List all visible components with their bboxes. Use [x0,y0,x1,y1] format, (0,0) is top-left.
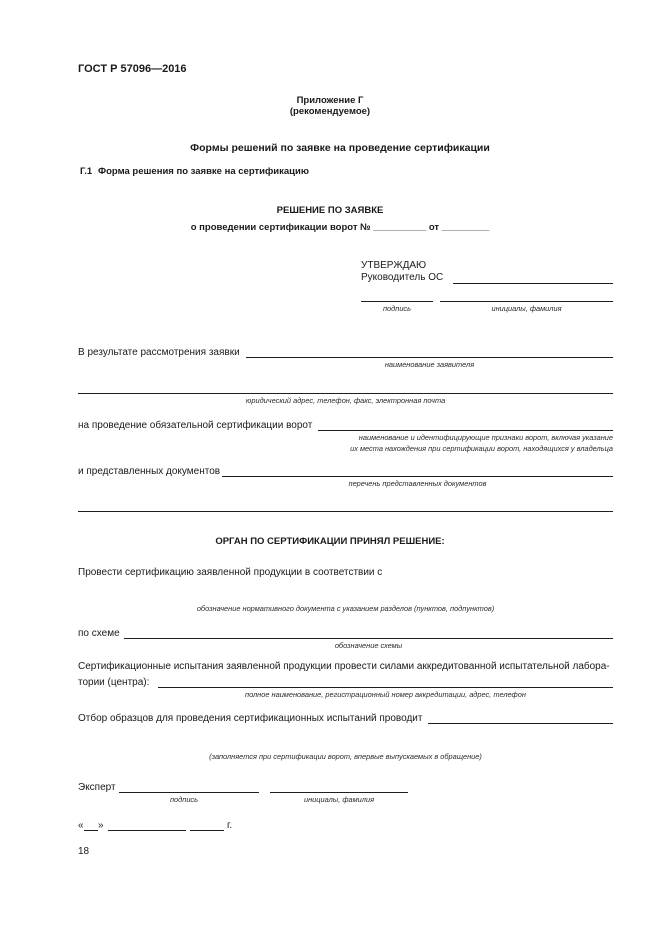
subsection-number: Г.1 [80,166,93,177]
review-label: В результате рассмотрения заявки [78,347,240,358]
mandatory-label: на проведение обязательной сертификации ворот [78,420,313,431]
document-code: ГОСТ Р 57096—2016 [78,63,187,75]
lab-caption: полное наименование, регистрационный номер аккредитации, адрес, телефон [245,690,526,699]
gate-line[interactable] [318,430,613,431]
head-signature-line[interactable] [361,301,433,302]
decision-title: РЕШЕНИЕ ПО ЗАЯВКЕ [276,205,384,216]
scheme-caption: обозначение схемы [334,641,403,650]
gate-caption-2: их места нахождения при сертификации ворот, находящихся у владельца [350,444,613,453]
date-year-suffix: г. [227,820,233,831]
conduct-text: Провести сертификацию заявленной продукции в соответствии с [78,567,383,578]
expert-signature-line[interactable] [119,792,259,793]
head-name-line[interactable] [453,283,613,284]
expert-initials-line[interactable] [270,792,408,793]
section-title: Формы решений по заявке на проведение сертификации [190,142,490,154]
approve-label: УТВЕРЖДАЮ [361,260,427,271]
tests-text-line-1: Сертификационные испытания заявленной продукции провести силами аккредитованной испытательной лабора- [78,661,610,672]
expert-initials-caption: инициалы, фамилия [303,795,375,804]
page-number: 18 [78,846,90,857]
head-initials-line[interactable] [440,301,613,302]
appendix-title: Приложение Г [296,95,364,106]
tests-text-line-2: тории (центра): [78,677,150,688]
documents-label: и представленных документов [78,466,221,477]
date-day-line[interactable] [84,830,98,831]
gate-caption-1: наименование и идентифицирующие признаки ворот, включая указание [358,433,613,442]
sampling-line[interactable] [428,723,613,724]
appendix-status: (рекомендуемое) [289,106,371,117]
scheme-line[interactable] [124,638,613,639]
subsection-title: Форма решения по заявке на сертификацию [98,166,309,177]
sampling-label: Отбор образцов для проведения сертификационных испытаний проводит [78,713,423,724]
documents-extra-line[interactable] [78,511,613,512]
address-caption: юридический адрес, телефон, факс, электронная почта [245,396,446,405]
date-month-line[interactable] [108,830,186,831]
applicant-caption: наименование заявителя [384,360,475,369]
head-label: Руководитель ОС [361,272,444,283]
resolution-heading: ОРГАН ПО СЕРТИФИКАЦИИ ПРИНЯЛ РЕШЕНИЕ: [215,536,445,547]
address-line[interactable] [78,393,613,394]
scheme-label: по схеме [78,628,120,639]
head-initials-caption: инициалы, фамилия [491,304,562,313]
applicant-line[interactable] [246,357,613,358]
expert-signature-caption: подпись [169,795,199,804]
documents-caption: перечень представленных документов [348,479,487,488]
decision-subtitle: о проведении сертификации ворот № __________ от _________ [190,222,490,233]
documents-line[interactable] [222,476,613,477]
date-year-line[interactable] [190,830,224,831]
expert-label: Эксперт [78,782,116,793]
normative-caption: обозначение нормативного документа с указанием разделов (пунктов, подпунктов) [196,604,495,613]
lab-line[interactable] [158,687,613,688]
head-signature-caption: подпись [382,304,412,313]
sampling-caption: (заполняется при сертификации ворот, впервые выпускаемых в обращение) [209,752,482,761]
date-quote-open: « [78,820,84,831]
date-quote-close: » [98,820,104,831]
